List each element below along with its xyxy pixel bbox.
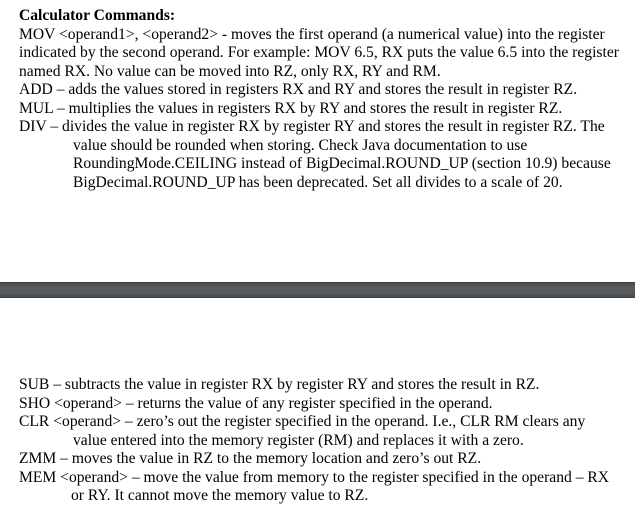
command-add: ADD – adds the values stored in registers RX and RY and stores the result in register RZ. bbox=[19, 81, 578, 98]
commands-section-bottom bbox=[19, 376, 619, 506]
page-separator bbox=[0, 282, 635, 298]
command-zmm: ZMM – moves the value in RZ to the memory location and zero’s out RZ. bbox=[19, 450, 482, 467]
command-mul: MUL – multiplies the values in registers RX by RY and stores the result in register RZ. bbox=[19, 99, 563, 117]
section-heading: Calculator Commands: bbox=[19, 7, 176, 24]
page-separator-shade bbox=[0, 286, 635, 294]
command-sho: SHO <operand> – returns the value of any register specified in the operand. bbox=[19, 394, 493, 412]
command-div: DIV – divides the value in register RX by register RY and stores the result in register RZ. The value should be rounded when storing. Check Java documentation to use RoundingMode.CEILING instead of BigDecimal.ROUND_UP (section 10.9) because BigDecimal.ROUND_UP has been deprecated. Set all divides to a scale of 20. bbox=[19, 118, 611, 191]
command-mem: MEM <operand> – move the value from memory to the register specified in the operand – RX or RY. It cannot move the memory value to RZ. bbox=[19, 468, 610, 504]
commands-section-top bbox=[19, 7, 619, 192]
command-sub: SUB – subtracts the value in register RX by register RY and stores the result in RZ. bbox=[19, 376, 540, 393]
command-clr: CLR <operand> – zero’s out the register specified in the operand. I.e., CLR RM clears any value entered into the memory register (RM) and replaces it with a zero. bbox=[19, 413, 586, 449]
command-mov: MOV <operand1>, <operand2> - moves the first operand (a numerical value) into the register indicated by the second operand. For example: MOV 6.5, RX puts the value 6.5 into the register named RX. No value can be moved into RZ, only RX, RY and RM. bbox=[19, 25, 619, 80]
document-page-bottom bbox=[0, 298, 635, 525]
